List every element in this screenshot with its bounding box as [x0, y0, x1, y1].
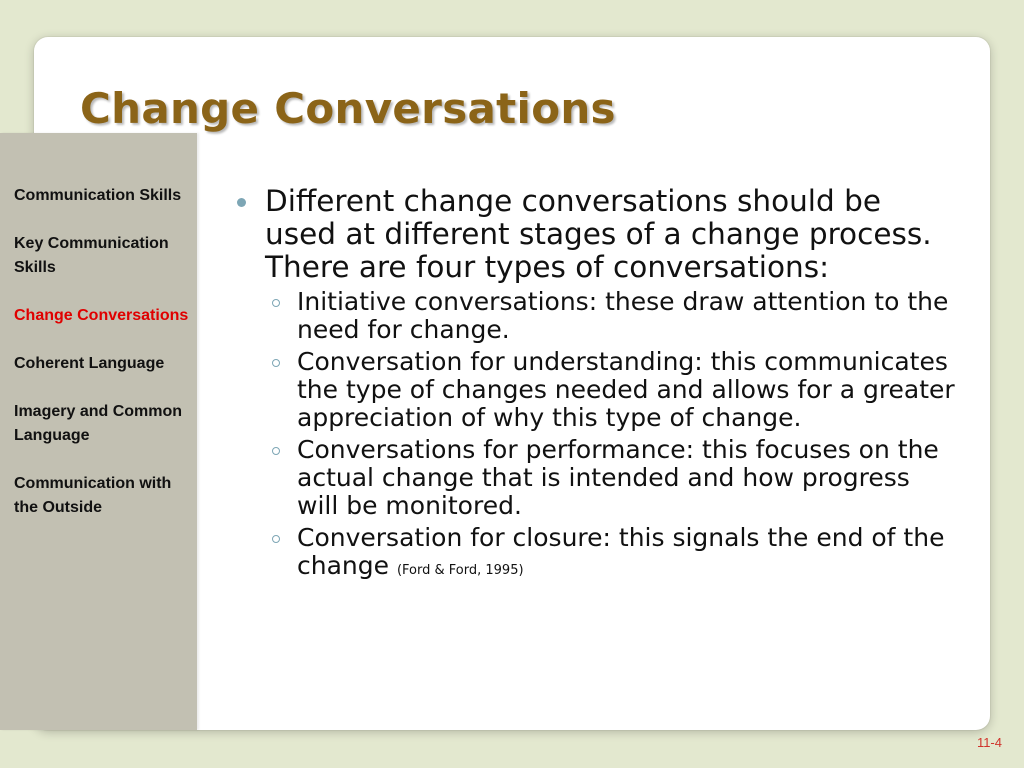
sidebar-nav: [0, 133, 197, 730]
sidebar-item-coherent-language[interactable]: Coherent Language: [14, 355, 165, 372]
sub-bullet-text: Conversation for closure: this signals the end of the change: [297, 523, 945, 580]
sub-bullet-initiative: [265, 288, 956, 344]
sub-bullet-closure: [265, 524, 956, 585]
bullet-ring-icon: [272, 359, 280, 367]
slide-content: [236, 185, 956, 589]
sidebar-item-communication-skills[interactable]: Communication Skills: [14, 187, 182, 204]
sub-bullet-performance: [265, 436, 956, 520]
sidebar-item-key-communication-skills[interactable]: Key Communication Skills: [14, 235, 169, 276]
sidebar-list: [0, 133, 197, 520]
bullet-ring-icon: [272, 535, 280, 543]
sub-bullet-understanding: [265, 348, 956, 432]
citation: (Ford & Ford, 1995): [396, 563, 524, 578]
sub-bullet-text: Initiative conversations: these draw attention to the need for change.: [297, 287, 949, 344]
sub-bullet-text: Conversation for understanding: this communicates the type of changes needed and allows for a greater appreciation of why this type of change.: [297, 347, 955, 432]
main-bullet-text: Different change conversations should be used at different stages of a change process. There are four types of conversations:: [265, 184, 932, 284]
page-number: 11-4: [976, 735, 1002, 750]
slide-title: Change Conversations: [80, 84, 616, 133]
sidebar-item-change-conversations[interactable]: Change Conversations: [14, 307, 189, 324]
sub-bullet-text-wrapper: [297, 524, 956, 585]
sidebar-item-imagery-and-common-language[interactable]: Imagery and Common Language: [14, 403, 183, 444]
bullet-ring-icon: [272, 299, 280, 307]
bullet-dot-icon: [237, 198, 246, 207]
sub-bullet-text: Conversations for performance: this focuses on the actual change that is intended and how progress will be monitored.: [297, 435, 939, 520]
sidebar-item-communication-with-the-outside[interactable]: Communication with the Outside: [14, 475, 172, 516]
sub-bullet-list: [265, 288, 956, 585]
bullet-ring-icon: [272, 447, 280, 455]
bullet-list: [236, 185, 956, 585]
main-bullet: [236, 185, 956, 585]
